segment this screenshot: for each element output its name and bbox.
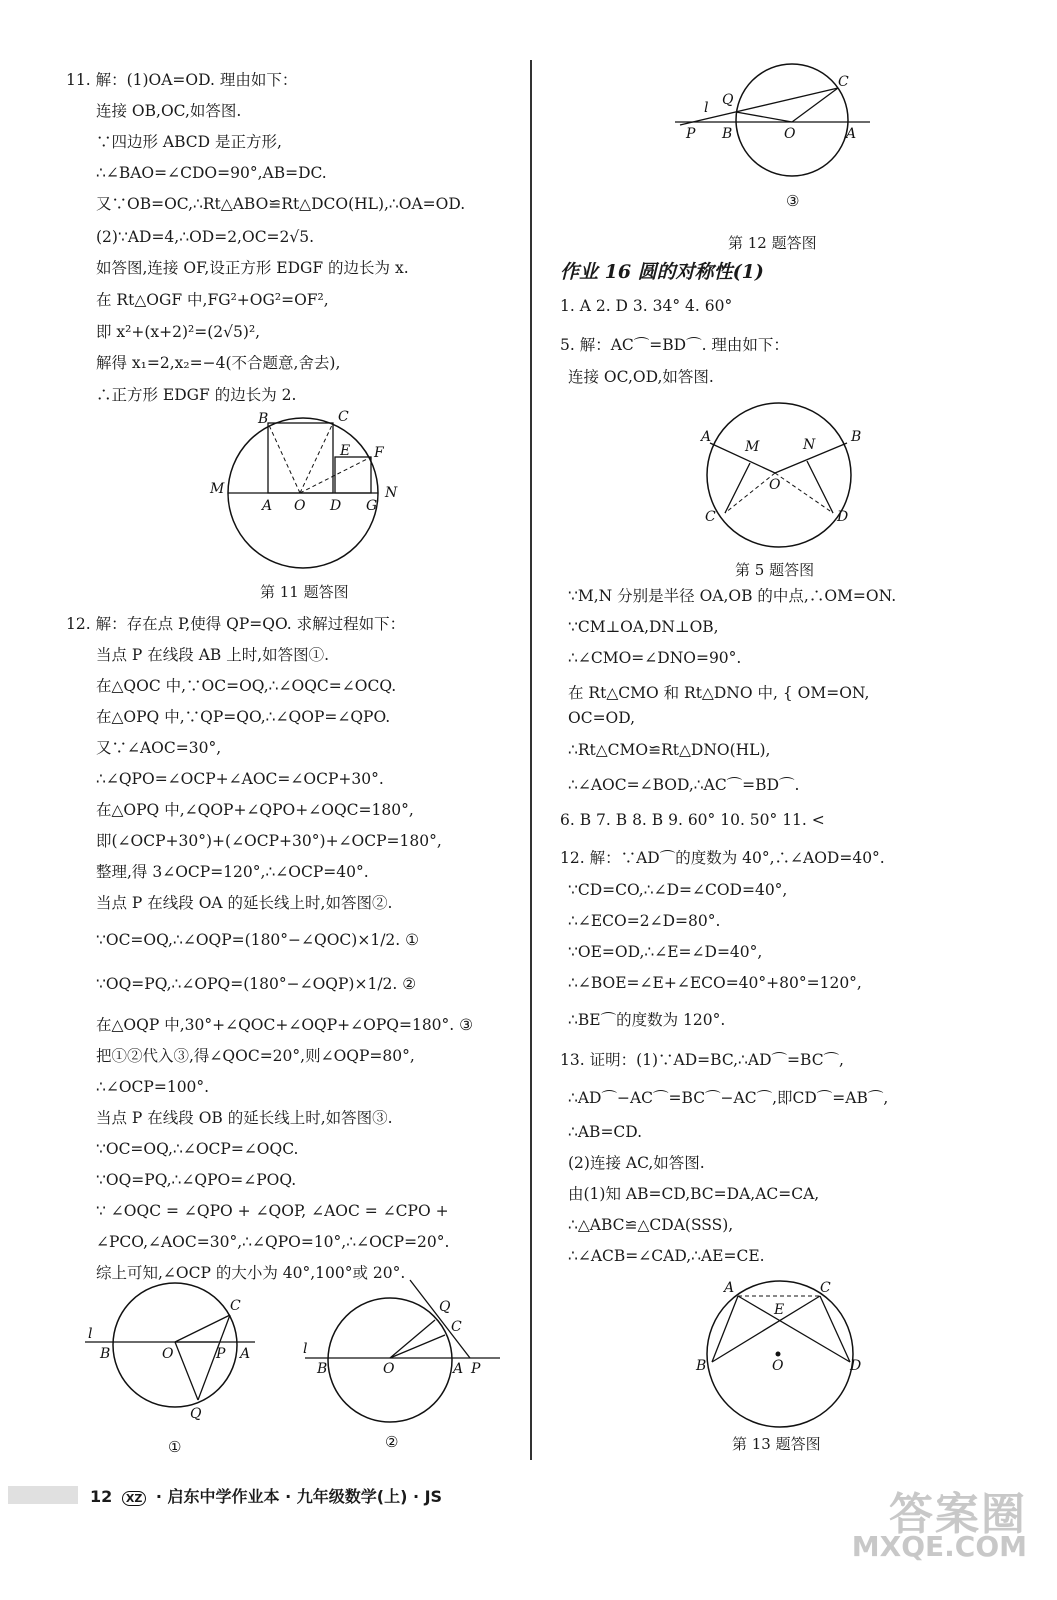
text-line: 如答图,连接 OF,设正方形 EDGF 的边长为 x. (96, 259, 409, 277)
text-line: ∴∠QPO=∠OCP+∠AOC=∠OCP+30°. (96, 770, 384, 788)
footer-bar (8, 1486, 78, 1504)
text-line: ∴Rt△CMO≌Rt△DNO(HL), (568, 741, 771, 759)
label: C (230, 1298, 241, 1314)
text-line: 连接 OB,OC,如答图. (96, 102, 242, 120)
text-line: 在 Rt△OGF 中,FG²+OG²=OF², (96, 291, 329, 309)
text-line: 即 x²+(x+2)²=(2√5)², (96, 323, 261, 341)
label: A (453, 1361, 464, 1377)
figure-caption: 第 12 题答图 (728, 234, 817, 252)
text-line: (2)连接 AC,如答图. (568, 1154, 705, 1172)
text-line: 在△QOC 中,∵OC=OQ,∴∠OQC=∠OCQ. (96, 677, 397, 695)
text-line: ∴∠ACB=∠CAD,∴AE=CE. (568, 1247, 765, 1265)
label: P (216, 1346, 226, 1362)
text-line: ∴AD⌒−AC⌒=BC⌒−AC⌒,即CD⌒=AB⌒, (568, 1089, 889, 1107)
label: l (704, 100, 709, 116)
figure-13 (690, 1272, 875, 1432)
section-title: 作业 16 圆的对称性(1) (560, 261, 764, 283)
label: B (722, 126, 733, 142)
text-line: OC=OD, (568, 709, 636, 727)
label: O (784, 126, 796, 142)
text-line: 把①②代入③,得∠QOC=20°,则∠OQP=80°, (96, 1047, 415, 1065)
label: D (850, 1358, 862, 1374)
text-line: 当点 P 在线段 OA 的延长线上时,如答图②. (96, 894, 393, 912)
xz-badge: XZ (122, 1491, 146, 1506)
label: B (317, 1361, 328, 1377)
figure-12-3 (670, 60, 880, 215)
figure-number: ② (385, 1433, 399, 1451)
label: N (803, 437, 816, 453)
label: F (374, 445, 384, 461)
text-line: 解得 x₁=2,x₂=−4(不合题意,舍去), (96, 354, 341, 372)
figure-caption: 第 11 题答图 (260, 583, 349, 601)
label: C (338, 409, 349, 425)
text-line: ∵OQ=PQ,∴∠OPQ=(180°−∠OQP)×1/2. ② (96, 975, 417, 993)
label: C (820, 1280, 831, 1296)
label: M (210, 481, 225, 497)
figure-caption: 第 5 题答图 (735, 561, 815, 579)
text-line: ∴∠OCP=100°. (96, 1078, 210, 1096)
text-line: ∵OC=OQ,∴∠OCP=∠OQC. (96, 1140, 299, 1158)
text-line: 整理,得 3∠OCP=120°,∴∠OCP=40°. (96, 863, 369, 881)
label: l (303, 1341, 308, 1357)
text-line: ∴△ABC≌△CDA(SSS), (568, 1216, 734, 1234)
column-divider (530, 60, 532, 1460)
figure-5 (695, 395, 875, 555)
label: Q (722, 92, 734, 108)
label: C (705, 509, 716, 525)
text-line: 当点 P 在线段 AB 上时,如答图①. (96, 646, 330, 664)
label: A (724, 1280, 735, 1296)
label: A (846, 126, 857, 142)
text-line: 又∵OB=OC,∴Rt△ABO≌Rt△DCO(HL),∴OA=OD. (96, 195, 466, 213)
label: O (383, 1361, 395, 1377)
text-line: ∴∠BOE=∠E+∠ECO=40°+80°=120°, (568, 974, 862, 992)
label: O (769, 477, 781, 493)
label: A (701, 429, 712, 445)
text-line: 在△OPQ 中,∵QP=QO,∴∠QOP=∠QPO. (96, 708, 391, 726)
text-line: ∵M,N 分别是半径 OA,OB 的中点,∴OM=ON. (568, 587, 897, 605)
label: G (366, 498, 378, 514)
watermark-url: MXQE.COM (851, 1530, 1027, 1563)
figure-number: ③ (786, 192, 800, 210)
text-line: 又∵∠AOC=30°, (96, 739, 222, 757)
text-line: 13. 证明：(1)∵AD=BC,∴AD⌒=BC⌒, (560, 1051, 844, 1069)
text-line: 连接 OC,OD,如答图. (568, 368, 714, 386)
label: B (851, 429, 862, 445)
text-line: ∠PCO,∠AOC=30°,∴∠QPO=10°,∴∠OCP=20°. (96, 1233, 450, 1251)
label: l (88, 1326, 93, 1342)
text-line: ∴正方形 EDGF 的边长为 2. (96, 386, 297, 404)
label: D (330, 498, 342, 514)
text-line: 5. 解：AC⌒=BD⌒. 理由如下： (560, 336, 789, 354)
text-line: ∵OE=OD,∴∠E=∠D=40°, (568, 943, 763, 961)
label: N (385, 485, 398, 501)
text-line: 1. A 2. D 3. 34° 4. 60° (560, 297, 733, 315)
text-line: ∵OC=OQ,∴∠OQP=(180°−∠QOC)×1/2. ① (96, 931, 420, 949)
label: C (838, 74, 849, 90)
footer-text (90, 1484, 442, 1507)
text-line: ∴∠BAO=∠CDO=90°,AB=DC. (96, 164, 327, 182)
figure-12-1 (80, 1280, 280, 1465)
text-line: ∵OQ=PQ,∴∠QPO=∠POQ. (96, 1171, 297, 1189)
figure-caption: 第 13 题答图 (732, 1435, 821, 1453)
label: E (340, 443, 351, 459)
label: P (471, 1361, 481, 1377)
label: B (696, 1358, 707, 1374)
label: O (772, 1358, 784, 1374)
text-line: 在△OQP 中,30°+∠QOC+∠OQP+∠OPQ=180°. ③ (96, 1016, 474, 1034)
label: E (774, 1302, 785, 1318)
figure-11 (200, 405, 420, 580)
label: O (294, 498, 306, 514)
label: A (240, 1346, 251, 1362)
text-line: ∵CD=CO,∴∠D=∠COD=40°, (568, 881, 788, 899)
label: P (686, 126, 696, 142)
text-line: ∴∠ECO=2∠D=80°. (568, 912, 721, 930)
watermark-logo: 答案圈 (889, 1489, 1027, 1540)
text-line: 由(1)知 AB=CD,BC=DA,AC=CA, (568, 1185, 820, 1203)
figure-12-2 (295, 1275, 510, 1465)
label: Q (439, 1299, 451, 1315)
text-line: 即(∠OCP+30°)+(∠OCP+30°)+∠OCP=180°, (96, 832, 442, 850)
text-line: ∵ ∠OQC = ∠QPO + ∠QOP, ∠AOC = ∠CPO + (96, 1202, 449, 1220)
text-line: 综上可知,∠OCP 的大小为 40°,100°或 20°. (96, 1264, 406, 1282)
label: M (745, 439, 760, 455)
label: B (100, 1346, 111, 1362)
text-line: ∵四边形 ABCD 是正方形, (96, 133, 282, 151)
text-line: 11. 解：(1)OA=OD. 理由如下： (66, 71, 298, 89)
label: O (162, 1346, 174, 1362)
text-line: 在 Rt△CMO 和 Rt△DNO 中, { OM=ON, (568, 684, 870, 702)
book-title: · 启东中学作业本 · 九年级数学(上) · JS (155, 1487, 443, 1506)
label: A (262, 498, 273, 514)
page-number: 12 (90, 1487, 113, 1506)
text-line: ∵CM⊥OA,DN⊥OB, (568, 618, 719, 636)
text-line: 6. B 7. B 8. B 9. 60° 10. 50° 11. < (560, 811, 825, 829)
text-line: ∴AB=CD. (568, 1123, 643, 1141)
text-line: ∴∠CMO=∠DNO=90°. (568, 649, 742, 667)
text-line: 当点 P 在线段 OB 的延长线上时,如答图③. (96, 1109, 393, 1127)
text-line: ∴BE⌒的度数为 120°. (568, 1011, 726, 1029)
figure-number: ① (168, 1438, 182, 1456)
label: Q (190, 1406, 202, 1422)
label: B (258, 411, 269, 427)
text-line: ∴∠AOC=∠BOD,∴AC⌒=BD⌒. (568, 776, 800, 794)
text-line: 在△OPQ 中,∠QOP+∠QPO+∠OQC=180°, (96, 801, 414, 819)
text-line: 12. 解：∵AD⌒的度数为 40°,∴∠AOD=40°. (560, 849, 885, 867)
label: C (451, 1319, 462, 1335)
label: D (837, 509, 849, 525)
text-line: (2)∵AD=4,∴OD=2,OC=2√5. (96, 228, 315, 246)
text-line: 12. 解：存在点 P,使得 QP=QO. 求解过程如下： (66, 615, 406, 633)
